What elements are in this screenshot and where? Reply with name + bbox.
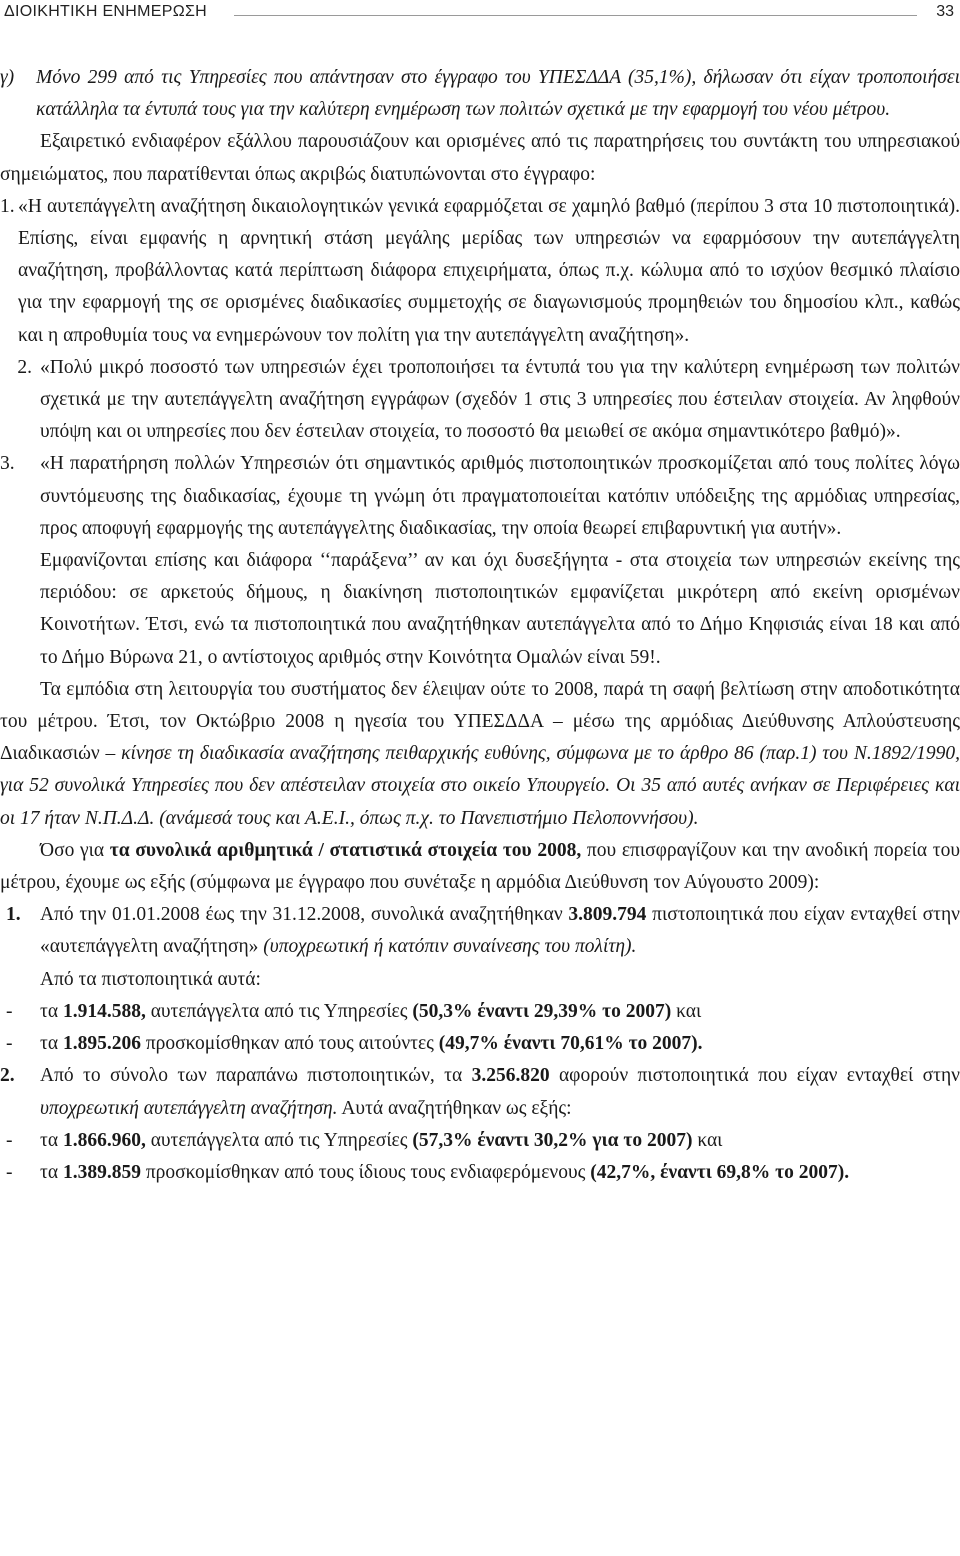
stats-lead: Όσο για	[40, 839, 110, 861]
row-percent: (57,3% έναντι 30,2% για το 2007)	[412, 1129, 693, 1151]
row-text	[40, 996, 960, 1028]
row-pre: τα	[40, 1129, 63, 1151]
row-pre: τα	[40, 1033, 63, 1055]
item-rest: Αυτά αναζητήθηκαν ως εξής:	[337, 1097, 572, 1119]
item-italic: υποχρεωτική αυτεπάγγελτη αναζήτηση.	[40, 1097, 338, 1119]
quote-1	[0, 191, 960, 352]
item-italic: (υποχρεωτική ή κατόπιν συναίνεσης του πολίτη).	[263, 936, 637, 958]
anomalies-note: Εμφανίζονται επίσης και διάφορα ‘‘παράξενα’’ αν και όχι δυσεξήγητα - στα στοιχεία των υπηρεσιών εκείνης της περιόδου: σε αρκετούς δήμους, η διακίνηση πιστοποιητικών εμφανίζεται μικρότερη από εκείνη ορισμένων Κοινοτήτων. Έτσι, ενώ τα πιστοποιητικά που αναζητήθηκαν αυτεπάγγελτα από το Δήμο Κηφισιάς είναι 18 και από το Δήμο Βύρωνα 21, ο αντίστοιχος αριθμός στην Κοινότητα Ομαλών είναι 59!.	[40, 550, 960, 668]
item-lead: Από το σύνολο των παραπάνω πιστοποιητικών, τα	[40, 1065, 472, 1087]
remarks-intro: Εξαιρετικό ενδιαφέρον εξάλλου παρουσιάζουν και ορισμένες από τις παρατηρήσεις του συντάκτη του υπηρεσιακού σημειώματος, που παρατίθενται όπως ακριβώς διατυπώνονται στο έγγραφο:	[0, 131, 960, 185]
item-lead: Από την 01.01.2008 έως την 31.12.2008, συνολικά αναζητήθηκαν	[40, 904, 569, 926]
row-tail: και	[671, 1000, 702, 1022]
row-percent: (49,7% έναντι 70,61% το 2007).	[438, 1033, 703, 1055]
point-gamma	[0, 62, 960, 126]
quote-marker: 3.	[0, 453, 15, 475]
row-tail: και	[692, 1129, 723, 1151]
dash-marker: -	[6, 1129, 13, 1151]
item-total: 3.809.794	[568, 904, 647, 926]
quote-text: «Η παρατήρηση πολλών Υπηρεσιών ότι σημαντικός αριθμός πιστοποιητικών προσκομίζεται από τους πολίτες λόγω συντόμευσης της διαδικασίας, έχουμε τη γνώμη ότι πραγματοποιείται κατόπιν υπόδειξης της αρμόδιας υπηρεσίας, προς αποφυγή εφαρμογής της αυτεπάγγελτης διαδικασίας, την οποία θεωρεί επιβαρυντική για αυτήν».	[40, 453, 960, 539]
obstacles-paragraph	[0, 674, 960, 835]
item-marker: 1.	[6, 904, 21, 926]
quote-2	[0, 352, 960, 449]
item-1-sub-lead: Από τα πιστοποιητικά αυτά:	[40, 968, 261, 990]
header-rule	[234, 15, 917, 16]
row-mid: αυτεπάγγελτα από τις Υπηρεσίες	[145, 1000, 413, 1022]
quote-3	[0, 448, 960, 545]
row-text	[40, 1125, 960, 1157]
dash-marker: -	[6, 1000, 13, 1022]
row-percent: (50,3% έναντι 29,39% το 2007)	[412, 1000, 672, 1022]
running-head: ΔΙΟΙΚΗΤΙΚΗ ΕΝΗΜΕΡΩΣΗ	[4, 3, 207, 20]
item-2-row-1	[0, 1125, 960, 1157]
point-marker: γ)	[0, 67, 15, 88]
stats-bold: τα συνολικά αριθμητικά / στατιστικά στοιχεία του 2008,	[109, 839, 582, 861]
item-total: 3.256.820	[471, 1065, 550, 1087]
row-number: 1.866.960,	[62, 1129, 146, 1151]
item-marker: 2.	[0, 1065, 15, 1087]
document-body	[0, 62, 960, 1189]
quote-marker: 2.	[17, 356, 32, 378]
quote-marker: 1.	[0, 195, 15, 217]
row-text	[40, 1028, 960, 1060]
item-mid: πιστοποιητικά που είχαν ενταχθεί στην «αυτεπάγγελτη αναζήτηση»	[40, 904, 960, 958]
page-header	[0, 0, 960, 30]
row-percent: (42,7%, έναντι 69,8% το 2007).	[590, 1161, 850, 1183]
item-1-row-1	[0, 996, 960, 1028]
row-pre: τα	[40, 1000, 63, 1022]
page-number: 33	[936, 3, 954, 20]
point-gamma-text: Μόνο 299 από τις Υπηρεσίες που απάντησαν στο έγγραφο του ΥΠΕΣΔΔΑ (35,1%), δήλωσαν ότι είχαν τροποποιήσει κατάλληλα τα έντυπά τους για την καλύτερη ενημέρωση των πολιτών σχετικά με την εφαρμογή του νέου μέτρου.	[36, 67, 960, 121]
row-mid: προσκομίσθηκαν από τους ίδιους τους ενδιαφερόμενους	[140, 1161, 591, 1183]
quote-text: «Η αυτεπάγγελτη αναζήτηση δικαιολογητικών γενικά εφαρμόζεται σε χαμηλό βαθμό (περίπου 3 στα 10 πιστοποιητικά). Επίσης, είναι εμφανής η αρνητική στάση μεγάλης μερίδας των υπηρεσιών να εφαρμόσουν την αυτεπάγγελτη αναζήτηση, προβάλλοντας κατά περίπτωση διάφορα επιχειρήματα, όπως π.χ. κώλυμα από το ισχύον θεσμικό πλαίσιο για την εφαρμογή της σε ορισμένες διαδικασίες συμμετοχής σε διαγωνισμούς προμηθειών του δημοσίου κλπ., καθώς και η απροθυμία τους να ενημερώνουν τον πολίτη για την αυτεπάγγελτη αναζήτηση».	[18, 195, 960, 346]
item-2-row-2	[0, 1157, 960, 1189]
item-mid: αφορούν πιστοποιητικά που είχαν ενταχθεί στην	[549, 1065, 960, 1087]
stats-item-1	[0, 899, 960, 963]
quote-text: «Πολύ μικρό ποσοστό των υπηρεσιών έχει τροποποιήσει τα έντυπά του για την καλύτερη ενημέρωση των πολιτών σχετικά με την αυτεπάγγελτη αναζήτηση εγγράφων (σχεδόν 1 στις 3 υπηρεσίες που έστειλαν στοιχεία. Αν ληφθούν υπόψη και οι υπηρεσίες που δεν έστειλαν στοιχεία, το ποσοστό θα μειωθεί σε ακόμα σημαντικότερο βαθμό)».	[40, 356, 960, 443]
row-number: 1.914.588,	[62, 1000, 146, 1022]
item-text	[40, 1060, 960, 1124]
row-number: 1.895.206	[62, 1033, 141, 1055]
row-mid: αυτεπάγγελτα από τις Υπηρεσίες	[145, 1129, 413, 1151]
stats-rest: που επισφραγίζουν και την ανοδική πορεία του μέτρου, έχουμε ως εξής (σύμφωνα με έγγραφο που συνέταξε η αρμόδια Διεύθυνση τον Αύγουστο 2009):	[0, 839, 960, 894]
row-text	[40, 1157, 960, 1189]
item-text	[40, 899, 960, 963]
row-number: 1.389.859	[62, 1161, 141, 1183]
stats-item-2	[0, 1060, 960, 1124]
stats-intro	[0, 835, 960, 899]
item-1-row-2	[0, 1028, 960, 1060]
obstacles-text: Τα εμπόδια στη λειτουργία του συστήματος δεν έλειψαν ούτε το 2008, παρά τη σαφή βελτίωση στην αποδοτικότητα του μέτρου. Έτσι, τον Οκτώβριο 2008 η ηγεσία του ΥΠΕΣΔΔΑ – μέσω της αρμόδιας Διεύθυνσης Απλούστευσης Διαδικασιών –	[0, 678, 960, 765]
dash-marker: -	[6, 1161, 13, 1183]
obstacles-italic: κίνησε τη διαδικασία αναζήτησης πειθαρχικής ευθύνης, σύμφωνα με το άρθρο 86 (παρ.1) του Ν.1892/1990, για 52 συνολικά Υπηρεσίες που δεν απέστειλαν στοιχεία στο οικείο Υπουργείο. Οι 35 από αυτές ανήκαν σε Περιφέρειες και οι 17 ήταν Ν.Π.Δ.Δ. (ανάμεσά τους και Α.Ε.Ι., όπως π.χ. το Πανεπιστήμιο Πελοποννήσου).	[0, 743, 960, 829]
dash-marker: -	[6, 1033, 13, 1055]
row-pre: τα	[40, 1161, 63, 1183]
row-mid: προσκομίσθηκαν από τους αιτούντες	[140, 1033, 439, 1055]
